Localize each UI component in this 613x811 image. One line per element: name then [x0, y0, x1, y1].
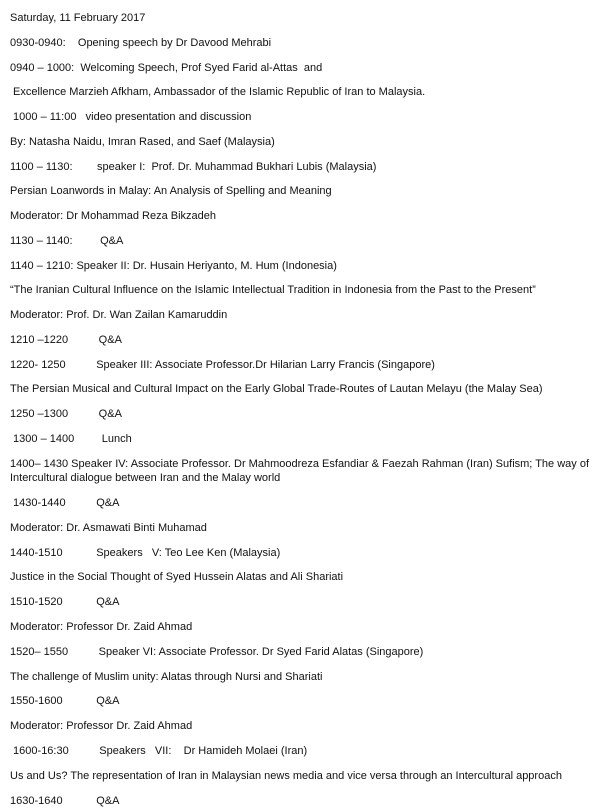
schedule-line: Excellence Marzieh Afkham, Ambassador of the Islamic Republic of Iran to Malaysia. — [10, 86, 426, 98]
moderator-line: Moderator: Professor Dr. Zaid Ahmad — [10, 621, 193, 633]
moderator-line: Moderator: Dr. Asmawati Binti Muhamad — [10, 522, 207, 534]
talk-title: The challenge of Muslim unity: Alatas through Nursi and Shariati — [10, 671, 323, 683]
schedule-line: 1400– 1430 Speaker IV: Associate Professor. Dr Mahmoodreza Esfandiar & Faezah Rahman (Iran) Sufism; The way of Intercultural dialogue between Iran and the Malay world — [10, 458, 590, 484]
qa-line: 1630-1640 Q&A — [10, 795, 120, 807]
presenters-line: By: Natasha Naidu, Imran Rased, and Saef (Malaysia) — [10, 136, 275, 148]
talk-title: “The Iranian Cultural Influence on the Islamic Intellectual Tradition in Indonesia from the Past to the Present” — [10, 284, 536, 296]
schedule-line: 0930-0940: Opening speech by Dr Davood Mehrabi — [10, 37, 272, 49]
qa-line: 1250 –1300 Q&A — [10, 408, 122, 420]
schedule-line: 1440-1510 Speakers V: Teo Lee Ken (Malaysia) — [10, 547, 281, 559]
date-heading: Saturday, 11 February 2017 — [10, 12, 146, 24]
schedule-line: 1140 – 1210: Speaker II: Dr. Husain Heriyanto, M. Hum (Indonesia) — [10, 260, 337, 272]
talk-title: Justice in the Social Thought of Syed Hussein Alatas and Ali Shariati — [10, 571, 344, 583]
qa-line: 1550-1600 Q&A — [10, 695, 120, 707]
talk-title: Persian Loanwords in Malay: An Analysis of Spelling and Meaning — [10, 185, 332, 197]
moderator-line: Moderator: Professor Dr. Zaid Ahmad — [10, 720, 193, 732]
qa-line: 1430-1440 Q&A — [10, 497, 120, 509]
schedule-line: 1000 – 11:00 video presentation and discussion — [10, 111, 252, 123]
moderator-line: Moderator: Prof. Dr. Wan Zailan Kamaruddin — [10, 309, 228, 321]
qa-line: 1510-1520 Q&A — [10, 596, 120, 608]
talk-title: The Persian Musical and Cultural Impact on the Early Global Trade-Routes of Lautan Melayu (the Malay Sea) — [10, 383, 543, 395]
lunch-line: 1300 – 1400 Lunch — [10, 433, 132, 445]
schedule-line: 1220- 1250 Speaker III: Associate Professor.Dr Hilarian Larry Francis (Singapore) — [10, 359, 435, 371]
moderator-line: Moderator: Dr Mohammad Reza Bikzadeh — [10, 210, 217, 222]
schedule-line: 1600-16:30 Speakers VII: Dr Hamideh Molaei (Iran) — [10, 745, 308, 757]
schedule-line: 1100 – 1130: speaker I: Prof. Dr. Muhammad Bukhari Lubis (Malaysia) — [10, 161, 377, 173]
talk-title: Us and Us? The representation of Iran in Malaysian news media and vice versa through an Intercultural approach — [10, 770, 562, 782]
qa-line: 1210 –1220 Q&A — [10, 334, 122, 346]
schedule-line: 0940 – 1000: Welcoming Speech, Prof Syed Farid al-Attas and — [10, 62, 323, 74]
qa-line: 1130 – 1140: Q&A — [10, 235, 124, 247]
schedule-line: 1520– 1550 Speaker VI: Associate Professor. Dr Syed Farid Alatas (Singapore) — [10, 646, 424, 658]
